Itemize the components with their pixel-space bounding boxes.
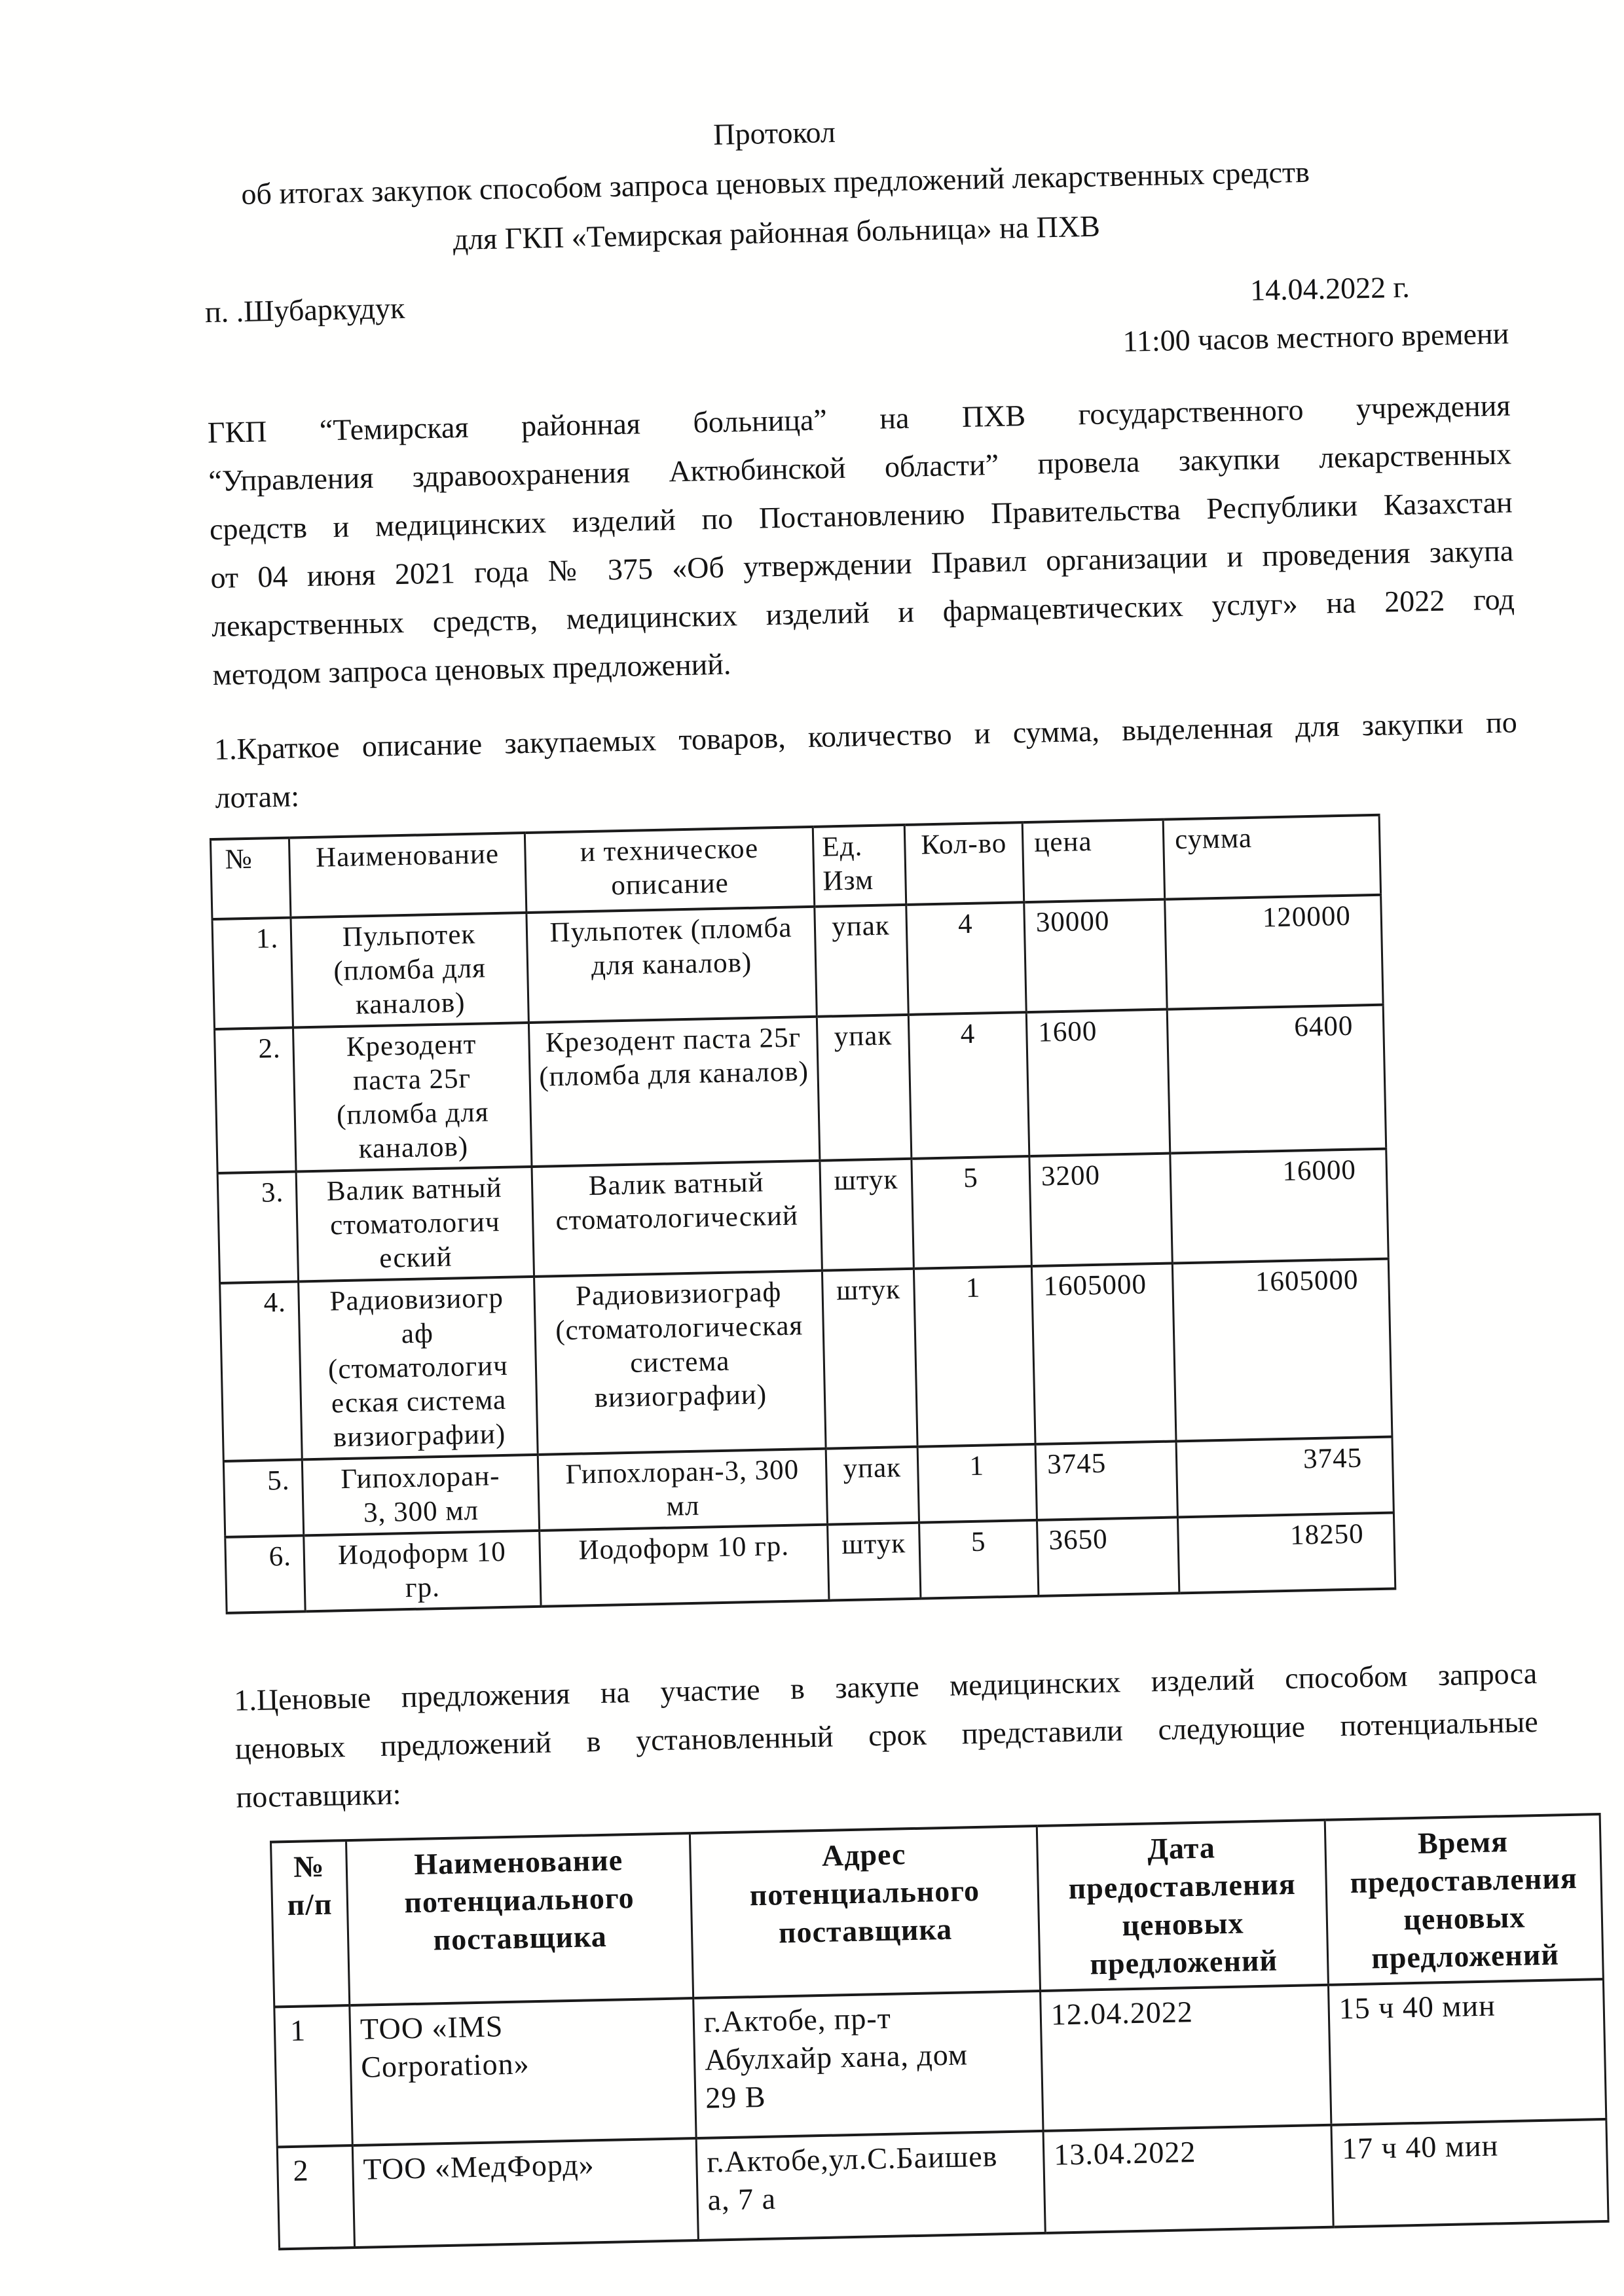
suppliers-table	[270, 1813, 1610, 2250]
lot-price: 3650	[1037, 1517, 1179, 1595]
suppliers-header-address: Адрес потенциального поставщика	[690, 1826, 1040, 1998]
intro-line: методом запроса ценовых предложений.	[212, 647, 731, 692]
lot-price: 3745	[1035, 1441, 1177, 1520]
intro-line: средств и медицинских изделий по Постановлению Правительства Республики Казахстан	[209, 485, 1513, 547]
lot-unit: штук	[828, 1523, 921, 1601]
lots-header-price: цена	[1022, 820, 1165, 902]
suppliers-header-time: Время предоставления ценовых предложений	[1325, 1814, 1603, 1985]
lot-sum: 1605000	[1172, 1259, 1392, 1442]
lot-tech: Валик ватный стоматологический	[532, 1161, 822, 1277]
doc-title-line-1: Протокол	[712, 115, 836, 151]
lot-price: 3200	[1029, 1154, 1172, 1266]
suppliers-header-row	[271, 1814, 1604, 2007]
lot-name: Иодоформ 10 гр.	[304, 1531, 541, 1612]
supplier-time: 15 ч 40 мин	[1328, 1979, 1606, 2125]
suppliers-header-num: № п/п	[271, 1840, 350, 2007]
section2-heading-line: ценовых предложений в установленный срок представили следующие потенциальные	[234, 1704, 1539, 1766]
lot-num: 5.	[223, 1459, 303, 1537]
place-text: п. .Шубаркудук	[204, 291, 405, 329]
supplier-num: 1	[274, 2005, 352, 2147]
lot-sum: 18250	[1177, 1513, 1395, 1594]
lot-qty: 5	[919, 1520, 1039, 1599]
lot-qty: 1	[917, 1444, 1037, 1523]
supplier-date: 12.04.2022	[1041, 1985, 1331, 2131]
lots-row	[220, 1259, 1392, 1461]
lot-name: Пульпотек (пломба для каналов)	[291, 913, 528, 1028]
lot-sum: 6400	[1167, 1005, 1386, 1154]
lot-unit: штук	[820, 1159, 913, 1271]
lot-unit: упак	[815, 905, 908, 1017]
lot-qty: 4	[908, 1012, 1029, 1159]
section2-heading-line: 1.Ценовые предложения на участие в закупе медицинских изделий способом запроса	[233, 1656, 1538, 1717]
suppliers-header-name: Наименование потенциального поставщика	[346, 1833, 693, 2005]
lot-unit: упак	[826, 1447, 919, 1525]
lots-table	[210, 814, 1396, 1614]
date-text: 14.04.2022 г.	[1249, 270, 1411, 307]
lot-name: Радиовизиогр аф (стоматологич еская система визиографии)	[299, 1277, 538, 1459]
supplier-time: 17 ч 40 мин	[1331, 2119, 1608, 2227]
lot-tech: Гипохлоран-3, 300 мл	[538, 1449, 827, 1531]
lot-sum: 120000	[1165, 895, 1383, 1010]
lot-sum: 3745	[1176, 1437, 1393, 1518]
lots-header-num: №	[210, 838, 291, 919]
lot-tech: Пульпотек (пломба для каналов)	[526, 907, 817, 1023]
lot-price: 1605000	[1031, 1264, 1176, 1444]
lot-name: Гипохлоран- 3, 300 мл	[302, 1455, 539, 1536]
supplier-name: ТОО «IMS Corporation»	[350, 1998, 696, 2145]
supplier-date: 13.04.2022	[1043, 2125, 1333, 2233]
supplier-num: 2	[277, 2145, 354, 2249]
lot-name: Валик ватный стоматологич еский	[296, 1167, 534, 1282]
lots-header-unit: Ед. Изм	[813, 825, 906, 907]
supplier-name: ТОО «МедФорд»	[352, 2138, 698, 2248]
section1-heading-line: лотам:	[215, 779, 300, 814]
doc-title-line-2: об итогах закупок способом запроса ценовых предложений лекарственных средств	[240, 155, 1310, 211]
lot-unit: штук	[822, 1269, 917, 1449]
lots-header-qty: Кол-во	[904, 822, 1024, 905]
lots-header-name: Наименование	[289, 833, 526, 918]
section1-heading	[213, 698, 1519, 822]
lots-header-tech: и техническое описание	[525, 827, 814, 913]
section1-heading-line: 1.Краткое описание закупаемых товаров, количество и сумма, выделенная для закупки по	[213, 705, 1518, 766]
intro-line: от 04 июня 2021 года № 375 «Об утверждении Правил организации и проведения закупа	[210, 534, 1514, 595]
time-text: 11:00 часов местного времени	[1122, 316, 1509, 358]
supplier-address: г.Актобе, пр-т Абулхайр хана, дом 29 В	[693, 1991, 1043, 2138]
supplier-row	[274, 1979, 1606, 2147]
lot-qty: 4	[906, 902, 1026, 1015]
intro-line: лекарственных средств, медицинских изделий и фармацевтических услуг» на 2022 год	[211, 582, 1515, 644]
lots-row	[215, 1005, 1386, 1173]
lot-qty: 5	[912, 1156, 1031, 1269]
suppliers-header-date: Дата предоставления ценовых предложений	[1037, 1820, 1328, 1991]
lot-name: Крезодент паста 25г (пломба для каналов)	[293, 1023, 532, 1171]
intro-line: “Управления здравоохранения Актюбинской области” провела закупки лекарственных	[208, 437, 1512, 498]
lots-header-sum: сумма	[1163, 815, 1380, 900]
lot-qty: 1	[913, 1266, 1035, 1447]
lot-num: 3.	[217, 1172, 298, 1283]
lot-num: 4.	[220, 1281, 303, 1461]
lot-sum: 16000	[1170, 1149, 1388, 1264]
lot-tech: Иодоформ 10 гр.	[540, 1525, 829, 1607]
date-time-block	[1121, 261, 1509, 365]
lot-num: 1.	[212, 918, 293, 1029]
lot-tech: Крезодент паста 25г (пломба для каналов)	[528, 1017, 820, 1167]
doc-title-line-3: для ГКП «Темирская районная больница» на ПХВ	[452, 209, 1101, 257]
intro-line: ГКП “Темирская районная больница” на ПХВ государственного учреждения	[207, 388, 1511, 450]
lot-unit: упак	[817, 1015, 912, 1161]
document-title-block	[201, 97, 1350, 270]
supplier-address: г.Актобе,ул.С.Баишев а, 7 а	[696, 2131, 1045, 2240]
section2-heading-line: поставщики:	[236, 1777, 401, 1814]
lot-num: 2.	[215, 1028, 297, 1173]
intro-paragraph	[207, 381, 1516, 699]
lot-num: 6.	[225, 1535, 305, 1613]
lot-price: 30000	[1024, 900, 1167, 1012]
lot-tech: Радиовизиограф (стоматологическая система визиографии)	[534, 1271, 826, 1455]
place-date-row	[204, 261, 1509, 385]
section2-heading	[234, 1649, 1540, 1822]
lot-price: 1600	[1026, 1010, 1170, 1156]
